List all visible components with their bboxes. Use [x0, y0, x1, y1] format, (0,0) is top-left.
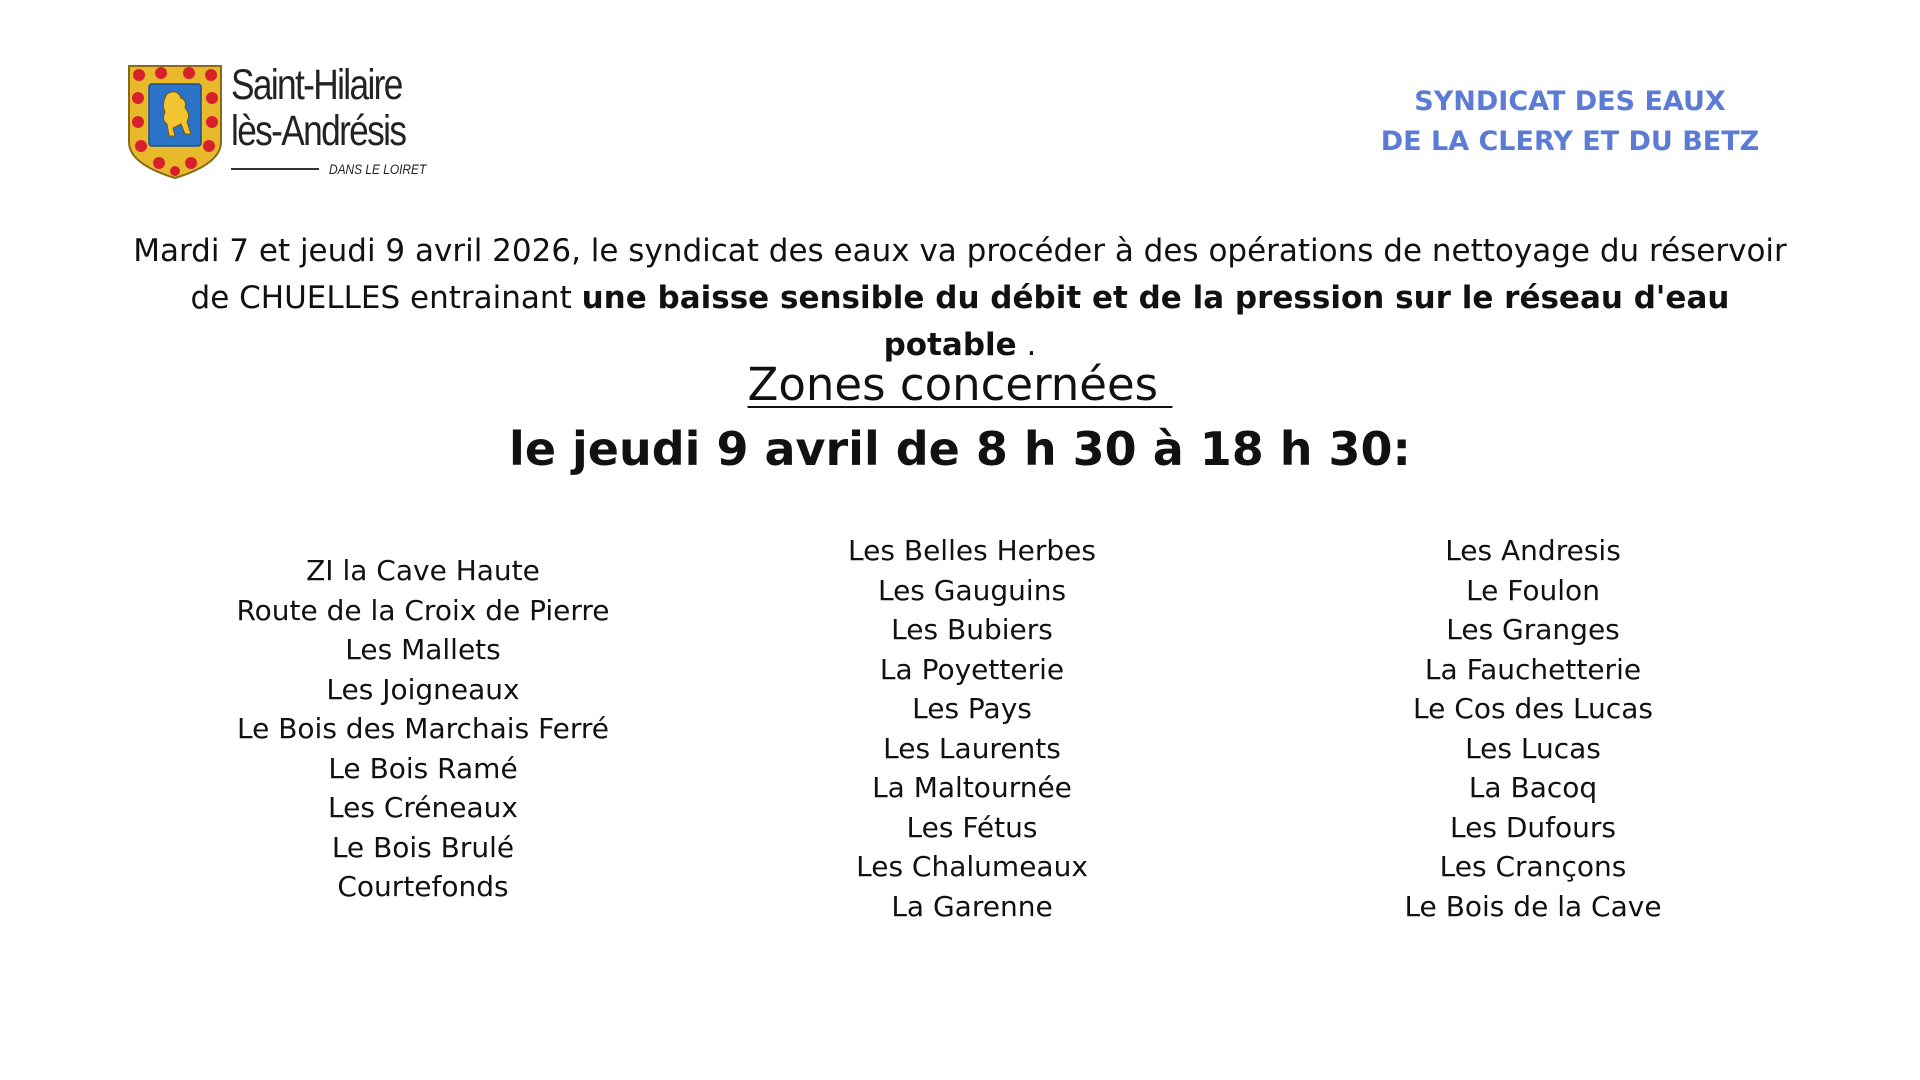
list-item: La Bacoq: [1468, 771, 1598, 804]
list-item: Les Gauguins: [877, 573, 1067, 607]
list-item: Les Crançons: [1439, 850, 1627, 883]
intro-paragraph: [120, 228, 1800, 369]
list-item: Les Joigneaux: [326, 672, 520, 706]
list-item: Le Cos des Lucas: [1413, 692, 1653, 725]
list-item: La Garenne: [891, 889, 1053, 923]
zone-column-3: [1273, 531, 1793, 926]
intro-line-2-end: .: [1016, 327, 1037, 363]
municipality-logo: [127, 62, 447, 187]
list-item: Le Bois de la Cave: [1404, 889, 1662, 923]
intro-highlight: une baisse sensible du débit et de la pression sur le réseau d'eau potable: [581, 280, 1730, 363]
list-item: Les Bubiers: [891, 613, 1053, 646]
list-item: ZI la Cave Haute: [306, 554, 540, 587]
list-item: La Fauchetterie: [1424, 652, 1642, 686]
list-item: Les Granges: [1446, 613, 1620, 646]
coat-of-arms-icon: [127, 64, 223, 180]
intro-line-2-start: de CHUELLES entrainant: [190, 280, 582, 316]
zones-title: Zones concernées: [747, 358, 1173, 411]
logo-wordmark: [231, 61, 444, 177]
list-item: Le Bois Brulé: [331, 830, 515, 864]
list-item: Les Fétus: [906, 810, 1038, 844]
logo-subtitle: DANS LE LOIRET: [329, 161, 427, 177]
logo-line-2: lès-Andrésis: [231, 107, 406, 155]
syndicate-line-1: SYNDICAT DES EAUX: [1414, 86, 1726, 117]
zone-column-1: [163, 551, 683, 907]
list-item: La Poyetterie: [879, 652, 1065, 686]
list-item: Les Belles Herbes: [848, 534, 1096, 567]
list-item: Les Andresis: [1445, 534, 1621, 567]
list-item: Courtefonds: [337, 870, 509, 903]
list-item: Les Lucas: [1465, 731, 1601, 765]
list-item: Les Créneaux: [328, 791, 518, 824]
list-item: Les Laurents: [883, 731, 1061, 765]
logo-divider: [231, 168, 319, 170]
list-item: Les Pays: [912, 692, 1032, 725]
list-item: Le Foulon: [1466, 573, 1600, 607]
list-item: Les Dufours: [1450, 810, 1616, 844]
zone-column-2: [712, 531, 1232, 926]
list-item: Le Bois Ramé: [328, 751, 518, 785]
syndicate-header: [1380, 82, 1760, 162]
syndicate-line-2: DE LA CLERY ET DU BETZ: [1380, 126, 1760, 157]
logo-line-1: Saint-Hilaire: [231, 61, 402, 109]
logo-subtitle-row: [231, 161, 443, 177]
list-item: Route de la Croix de Pierre: [236, 593, 610, 627]
list-item: La Maltournée: [872, 771, 1072, 804]
intro-line-1: Mardi 7 et jeudi 9 avril 2026, le syndicat des eaux va procéder à des opérations de nettoyage du réservoir: [133, 233, 1787, 269]
list-item: Le Bois des Marchais Ferré: [236, 712, 610, 745]
list-item: Les Mallets: [345, 633, 501, 666]
zones-date: le jeudi 9 avril de 8 h 30 à 18 h 30:: [509, 422, 1411, 476]
list-item: Les Chalumeaux: [856, 850, 1088, 883]
